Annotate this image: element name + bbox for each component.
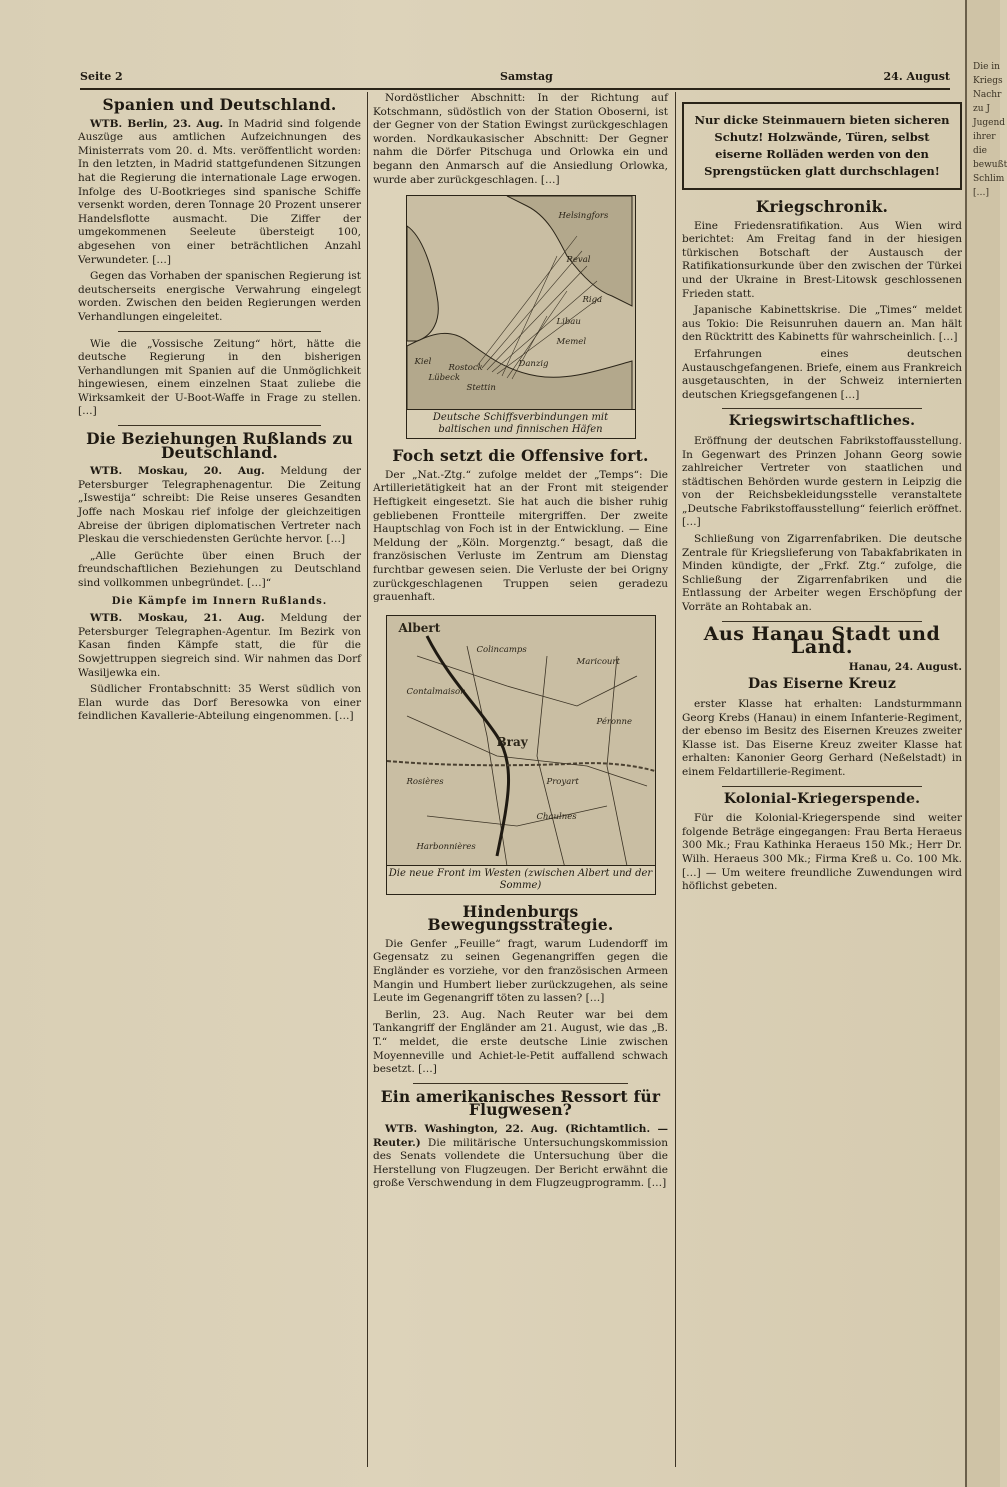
map-label: Maricourt: [576, 656, 620, 667]
article-paragraph: Erfahrungen eines deutschen Austauschgefangenen. Briefe, einem aus Frankreich ausgetauschten, in der Schweiz internierten deutschen Kriegsgefangenen […]: [682, 347, 962, 401]
article-paragraph: Eine Friedensratifikation. Aus Wien wird berichtet: Am Freitag fand in der hiesigen türkischen Botschaft der Austausch der Ratifikationsurkunde über den zwischen der Türkei und der Ukraine in Brest-Litowsk geschlossenen Frieden statt.: [682, 219, 962, 300]
article-paragraph: Wie die „Vossische Zeitung“ hört, hätte die deutsche Regierung in den bisherigen Verhandlungen mit Spanien auf die Unmöglichkeit hingewiesen, einem einzelnen Staat zuliebe die Wirksamkeit der U-Boot-Waffe in Frage zu stellen. […]: [78, 337, 361, 418]
map-label: Helsingfors: [558, 211, 609, 222]
baltic-map-drawing: [407, 196, 635, 438]
article-paragraph: Eröffnung der deutschen Fabrikstoffausstellung. In Gegenwart des Prinzen Johann Georg sowie zahlreicher Vertreter von staatlichen und städtischen Behörden wurde gestern in Leipzig die von der Reichsbekleidungsstelle veranstaltete „Deutsche Fabrikstoffausstellung“ feierlich eröffnet. […]: [682, 434, 962, 529]
article-paragraph: Japanische Kabinettskrise. Die „Times“ meldet aus Tokio: Die Reisunruhen dauern an. Man hält den Rücktritt des Kabinetts für wahrscheinlich. […]: [682, 304, 962, 344]
map-label: Bray: [496, 734, 528, 749]
adjacent-page-edge: Die in Kriegs Nachr zu J Jugend ihrer die bewußt Schlim […]: [965, 0, 1000, 1487]
column-divider: [675, 92, 676, 1467]
article-title: Ein amerikanisches Ressort für Flugwesen?: [380, 1086, 661, 1120]
notice-box: Nur dicke Steinmauern bieten sicheren Schutz! Holzwände, Türen, selbst eiserne Rolläden werden von den Sprengstücken glatt durchschlagen!: [682, 102, 962, 190]
separator: [722, 786, 922, 787]
article-paragraph: Gegen das Vorhaben der spanischen Regierung ist deutscherseits energische Verwahrung eingelegt worden. Zwischen den beiden Regierungen werden Verhandlungen eingeleitet.: [78, 270, 361, 323]
article-title: Spanien und Deutschland.: [102, 95, 337, 114]
column-3: [682, 92, 962, 1467]
map-label: Chaulnes: [536, 811, 577, 822]
separator: [118, 331, 321, 332]
map-caption: Die neue Front im Westen (zwischen Albert und der Somme): [387, 865, 655, 894]
article-paragraph: WTB. Washington, 22. Aug. (Richtamtlich. — Reuter.) Die militärische Untersuchungskommission des Senats vollendete die Untersuchung über die Herstellung von Flugzeugen. Der Bericht erwähnt die große Verschwendung in dem Flugzeugprogramm. […]: [373, 1123, 669, 1190]
dateline: WTB. Berlin, 23. Aug.: [90, 117, 224, 130]
subheading: Die Kämpfe im Innern Rußlands.: [111, 595, 328, 607]
map-label: Péronne: [596, 716, 633, 727]
map-label: Memel: [556, 337, 587, 348]
article-title: Kolonial-Kriegerspende.: [723, 790, 921, 807]
map-label: Stettin: [466, 383, 496, 394]
map-label: Proyart: [546, 776, 579, 787]
dateline: WTB. Washington, 22. Aug. (Richtamtlich. — Reuter.): [373, 1123, 668, 1149]
article-paragraph: Nordöstlicher Abschnitt: In der Richtung auf Kotschmann, südöstlich von der Station Oboserni, ist der Gegner von der Station Ewingst zurückgeschlagen worden. Nordkaukasischer Abschnitt: Der Gegner nahm die Dörfer Pitschuga und Orlowka ein und begann den Anmarsch auf die Ansiedlung Orlowka, wurde aber zurückgeschlagen. […]: [373, 92, 668, 186]
map-label: Danzig: [518, 359, 549, 370]
map-label: Harbonnières: [416, 841, 476, 852]
baltic-shipping-map: [406, 195, 636, 439]
dateline: WTB. Moskau, 21. Aug.: [90, 612, 265, 625]
map-label: Kiel: [414, 357, 432, 368]
article-paragraph: erster Klasse hat erhalten: Landsturmmann Georg Krebs (Hanau) in einem Infanterie-Regiment, der ebenso im Besitz des Eisernen Kreuzes zweiter Klasse ist. Das Eiserne Kreuz zweiter Klasse hat erhalten: Kanonier Georg Gerhard (Neßelstadt) in einem Feldartillerie-Regiment.: [682, 698, 962, 778]
separator: [722, 621, 922, 622]
page-label: Seite 2: [80, 70, 123, 83]
western-front-map: [386, 615, 656, 895]
map-label: Reval: [566, 255, 591, 266]
article-paragraph: Schließung von Zigarrenfabriken. Die deutsche Zentrale für Kriegslieferung von Tabakfabrikaten in Minden kündigte, der „Frkf. Ztg.“ zufolge, die Schließung der Zigarrenfabriken und die Entlassung der Arbeiter wegen Erschöpfung der Vorräte an Rohtabak an.: [682, 533, 962, 614]
article-title: Hindenburgs Bewegungsstrategie.: [427, 901, 614, 935]
article-paragraph: Die Genfer „Feuille“ fragt, warum Ludendorff im Gegensatz zu seinen Gegenangriffen gegen die Engländer es vorziehe, vor den französischen Armeen Mangin und Humbert lieber zurückzugehen, als seine Leute im Gegenangriff töten zu lassen? […]: [373, 937, 668, 1005]
article-paragraph: Berlin, 23. Aug. Nach Reuter war bei dem Tankangriff der Engländer am 21. August, wie das „B. T.“ meldet, die erste deutsche Linie zwischen Moyenneville und Achiet-le-Petit auffallend schwach besetzt. […]: [373, 1008, 668, 1076]
separator: [118, 425, 321, 426]
dateline: Hanau, 24. August.: [848, 660, 962, 673]
column-divider: [367, 92, 368, 1467]
article-quote: „Alle Gerüchte über einen Bruch der freundschaftlichen Beziehungen zu Deutschland sind vollkommen unbegründet. […]“: [78, 549, 361, 589]
weekday-label: Samstag: [500, 70, 553, 83]
date-label: 24. August: [883, 70, 950, 83]
section-title: Aus Hanau Stadt und Land.: [703, 622, 941, 659]
column-1: [78, 92, 361, 1467]
map-label: Lübeck: [428, 373, 461, 384]
map-label: Contalmaison: [406, 686, 466, 697]
article-paragraph: WTB. Berlin, 23. Aug. In Madrid sind folgende Auszüge aus amtlichen Aufzeichnungen des Ministerrats vom 20. d. Mts. veröffentlicht worden: In den letzten, in Madrid stattgefundenen Sitzungen hat die Regierung die internationale Lage erwogen. Infolge des U-Bootkrieges sind spanische Schiffe versenkt worden, deren Tonnage 20 Prozent unserer Handelsflotte ausmacht. Die Ziffer der umgekommenen Seeleute übersteigt 100, abgesehen von einer beträchtlichen Anzahl Verwundeter. […]: [78, 117, 361, 266]
article-title: Kriegswirtschaftliches.: [728, 413, 916, 430]
subheading: Das Eiserne Kreuz: [747, 676, 897, 693]
map-label: Rostock: [448, 363, 483, 374]
map-caption: Deutsche Schiffsverbindungen mit baltischen und finnischen Häfen: [407, 409, 635, 438]
separator: [722, 408, 922, 409]
separator: [413, 1083, 628, 1084]
article-paragraph: WTB. Moskau, 20. Aug. Meldung der Petersburger Telegraphenagentur. Die Zeitung „Iswestija“ schreibt: Die Reise unseres Gesandten Joffe nach Moskau rief infolge der gleichzeitigen Abreise der übrigen diplomatischen Vertreter nach Pleskau die verschiedensten Gerüchte hervor. […]: [78, 465, 361, 546]
article-paragraph: WTB. Moskau, 21. Aug. Meldung der Petersburger Telegraphen-Agentur. Im Bezirk von Kasan finden Kämpfe statt, die für die Sowjettruppen siegreich sind. Wir nahmen das Dorf Wasiljewka ein.: [78, 612, 361, 679]
column-2: [373, 92, 668, 1467]
article-title: Foch setzt die Offensive fort.: [392, 446, 649, 466]
article-paragraph: Der „Nat.-Ztg.“ zufolge meldet der „Temps“: Die Artillerietätigkeit hat an der Front mit steigender Heftigkeit eingesetzt. Sie hat auch die bisher ruhig gebliebenen Frontteile mitergriffen. Der zweite Hauptschlag von Foch ist in der Entwicklung. — Eine Meldung der „Köln. Morgenztg.“ besagt, daß die französischen Verluste im Zentrum am Dienstag furchtbar gewesen seien. Die Verluste der bei Origny zurückgeschlagenen Truppen seien geradezu grauenhaft.: [373, 468, 668, 604]
map-label: Riga: [582, 295, 603, 306]
dateline: WTB. Moskau, 20. Aug.: [90, 465, 265, 478]
article-paragraph: Für die Kolonial-Kriegerspende sind weiter folgende Beträge eingegangen: Frau Berta Heraeus 300 Mk.; Frau Kathinka Heraeus 150 Mk.; Herr Dr. Wilh. Heraeus 300 Mk.; Firma Kreß u. Co. 100 Mk. […] — Um weitere freundliche Zuwendungen wird höflichst gebeten.: [682, 812, 962, 893]
map-label: Rosières: [406, 776, 444, 787]
article-paragraph: Südlicher Frontabschnitt: 35 Werst südlich von Elan wurde das Dorf Beresowka von einer feindlichen Kavallerie-Abteilung eingenommen. […]: [78, 683, 361, 723]
article-title: Die Beziehungen Rußlands zu Deutschland.: [86, 429, 353, 462]
map-label: Colincamps: [476, 644, 527, 655]
masthead: [80, 70, 950, 90]
article-title: Kriegschronik.: [755, 197, 889, 216]
map-label: Albert: [398, 620, 441, 635]
map-label: Libau: [556, 317, 581, 328]
